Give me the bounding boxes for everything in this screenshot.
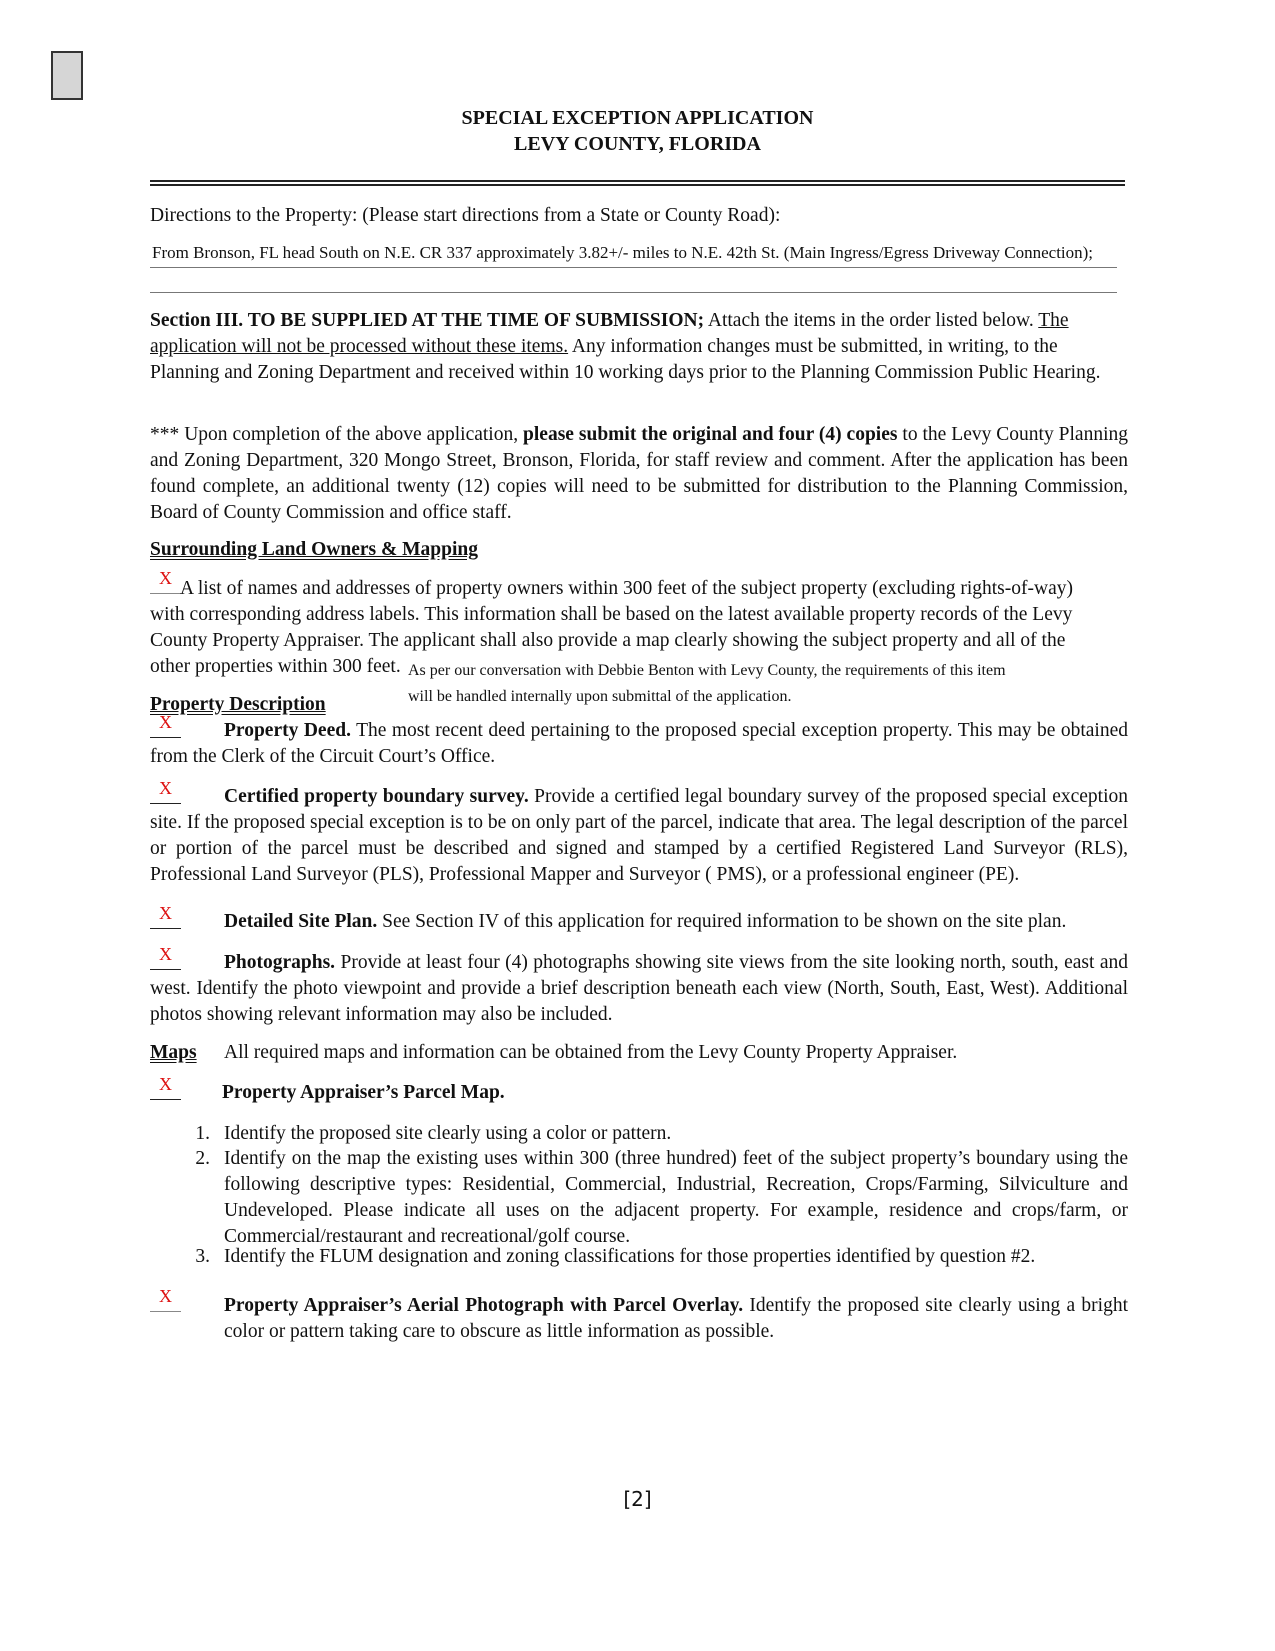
site-plan-text: See Section IV of this application for required information to be shown on the site plan. [377,911,1067,932]
site-plan-checkmark: X [150,903,181,929]
photographs-text: Provide at least four (4) photographs showing site views from the site looking north, south, east and west. Identify the photo viewpoint and provide a brief description beneath each view (North, South, East, West). Additional photos showing relevant information may also be included. [150,952,1128,1025]
submit-note [150,422,1128,526]
site-plan-item [150,909,1128,935]
survey-item [150,784,1128,888]
surrounding-line1: A list of names and addresses of property owners within 300 feet of the subject property (excluding rights-of-way) [180,578,1073,599]
list-number: 2. [195,1148,210,1169]
aerial-label: Property Appraiser’s Aerial Photograph with Parcel Overlay. [224,1295,744,1316]
directions-value: From Bronson, FL head South on N.E. CR 337 approximately 3.82+/- miles to N.E. 42th St. (Main Ingress/Egress Driveway Connection); [152,243,1094,262]
aerial-item [224,1293,1128,1345]
aerial-text: Identify the proposed site clearly using a bright color or pattern taking care to obscure as little information as possible. [224,1295,1128,1342]
site-plan-label: Detailed Site Plan. [224,911,378,932]
directions-line-2 [150,292,1117,293]
property-deed-label: Property Deed. [224,720,351,741]
section-3-heading-rest: Attach the items in the order listed below. [704,310,1034,331]
list-number: 3. [195,1246,210,1267]
document-title: SPECIAL EXCEPTION APPLICATION [461,107,814,129]
list-text: Identify the proposed site clearly using a color or pattern. [224,1123,672,1144]
maps-list-item-2 [195,1146,1128,1250]
property-deed-checkmark: X [150,712,181,738]
property-description-heading: Property Description [150,694,326,715]
photographs-item [150,950,1128,1028]
directions-line-1 [150,267,1117,268]
survey-text: Provide a certified legal boundary survey of the proposed special exception site. If the proposed special exception is to be on only part of the parcel, indicate that area. The legal description of the parcel or portion of the parcel must be described and signed and stamped by a certified Registered Land Surveyor (RLS), Professional Land Surveyor (PLS), Professional Mapper and Surveyor ( PMS), or a professional engineer (PE). [150,786,1128,885]
header-rule-top [150,180,1125,182]
submit-note-pre: *** Upon completion of the above application, [150,424,524,445]
surrounding-note-1: As per our conversation with Debbie Benton with Levy County, the requirements of this item [408,662,1006,679]
directions-label: Directions to the Property: (Please start directions from a State or County Road): [150,205,781,226]
page-number: [2] [623,1487,652,1511]
maps-list-item-3 [195,1244,1128,1270]
section-3-rest: Any information changes must be submitted, in writing, to the Planning and Zoning Department and received within 10 working days prior to the Planning Commission Public Hearing. [150,336,1101,383]
document-subtitle: LEVY COUNTY, FLORIDA [514,133,761,155]
surrounding-heading: Surrounding Land Owners & Mapping [150,539,478,560]
surrounding-text: with corresponding address labels. This information shall be based on the latest available property records of the Levy County Property Appraiser. The applicant shall also provide a map clearly showing the subject property and all of the [150,604,1073,651]
survey-checkmark: X [150,778,181,804]
photographs-checkmark: X [150,944,181,970]
photographs-label: Photographs. [224,952,336,973]
survey-label: Certified property boundary survey. [224,786,529,807]
page-corner-box [51,51,83,100]
section-3-underlined: The application will not be processed without these items. [150,310,1069,357]
submit-note-bold: please submit the original and four (4) copies [523,424,898,445]
parcel-map-label: Property Appraiser’s Parcel Map. [222,1082,505,1103]
list-text: Identify the FLUM designation and zoning classifications for those properties identified by question #2. [224,1246,1036,1267]
surrounding-last: other properties within 300 feet. [150,656,401,677]
header-rule-bottom [150,184,1125,186]
maps-heading: Maps [150,1042,197,1063]
maps-list-item-1 [195,1121,1128,1147]
section-3-paragraph [150,308,1128,386]
parcel-map-checkmark: X [150,1074,181,1100]
property-deed-text: The most recent deed pertaining to the proposed special exception property. This may be obtained from the Clerk of the Circuit Court’s Office. [150,720,1128,767]
aerial-checkmark: X [150,1286,181,1312]
submit-note-post: to the Levy County Planning and Zoning Department, 320 Mongo Street, Bronson, Florida, for staff review and comment. After the application has been found complete, an additional twenty (12) copies will need to be submitted for distribution to the Planning Commission, Board of County Commission and office staff. [150,424,1128,523]
list-text: Identify on the map the existing uses within 300 (three hundred) feet of the subject property’s boundary using the following descriptive types: Residential, Commercial, Industrial, Recreation, Crops/Farming, Silviculture and Undeveloped. Please indicate all uses on the adjacent property. For example, residence and crops/farm, or Commercial/restaurant and recreational/golf course. [224,1148,1128,1247]
section-3-heading: Section III. TO BE SUPPLIED AT THE TIME OF SUBMISSION; [150,310,705,331]
property-deed-item [150,718,1128,770]
surrounding-checkmark: X [150,568,181,594]
list-number: 1. [195,1123,210,1144]
maps-intro: All required maps and information can be obtained from the Levy County Property Appraiser. [224,1042,958,1063]
surrounding-note-2: will be handled internally upon submittal of the application. [408,688,792,705]
